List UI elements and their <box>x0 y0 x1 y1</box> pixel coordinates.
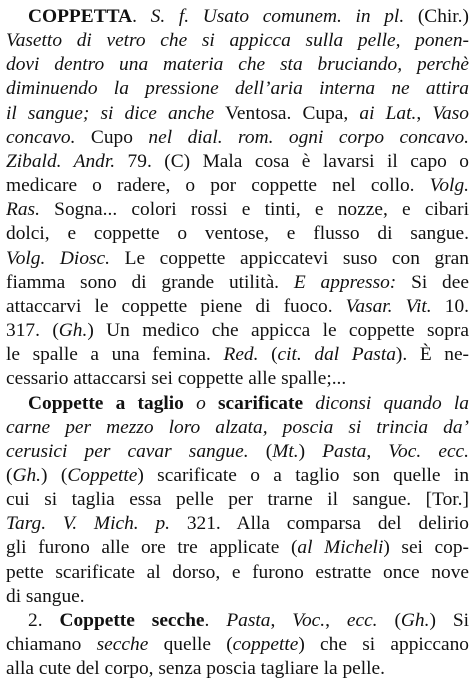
text-segment: Gh. <box>58 320 88 342</box>
text-segment: Coppette secche <box>59 609 205 631</box>
text-segment: dovi dentro una materia che sta bruciando, perchè <box>6 54 469 76</box>
text-segment: Coppette <box>67 464 138 486</box>
text-segment: al Micheli <box>297 537 384 559</box>
text-segment: dolci, e coppette o ventose, e flusso di sangue. <box>6 223 469 245</box>
text-segment: ) Si <box>429 609 469 631</box>
text-segment: chiamano <box>6 634 97 656</box>
text-segment: Cupo <box>75 126 149 148</box>
text-line <box>6 343 469 367</box>
text-segment: Targ. V. Mich. p. <box>6 513 170 535</box>
text-segment: o <box>183 392 218 414</box>
text-segment: ) Un medico che appicca le coppette sopra <box>87 320 469 342</box>
text-line <box>6 633 469 657</box>
text-segment: ). È ne- <box>395 344 469 366</box>
text-segment: E appresso: <box>293 271 397 293</box>
text-segment: Red. <box>223 344 259 366</box>
text-line <box>6 536 469 560</box>
text-segment: fiamma sono di grande utilità. <box>6 271 294 293</box>
text-segment: Vaso <box>432 102 469 124</box>
text-segment: Le coppette appiccatevi suso con gran <box>110 247 469 269</box>
text-segment: Si dee <box>396 271 469 293</box>
text-line <box>6 657 469 681</box>
text-segment: COPPETTA <box>28 6 133 27</box>
text-segment: ecc. <box>346 609 378 631</box>
text-segment: ( <box>377 609 401 631</box>
text-segment: Vasar. Vit. <box>345 295 432 317</box>
text-segment: ai Lat. <box>359 102 417 124</box>
text-segment: scarificate <box>218 392 304 414</box>
text-segment: , <box>270 609 293 631</box>
text-segment: Pasta <box>226 609 271 631</box>
text-line <box>6 150 469 174</box>
text-line <box>6 464 469 488</box>
text-segment: pette scarificate al dorso, e furono estratte once nove <box>6 561 469 583</box>
text-line <box>6 295 469 319</box>
text-segment: le spalle a una femina. <box>6 344 224 366</box>
text-segment: 79. (C) Mala cosa è lavarsi il capo o <box>115 150 469 172</box>
text-segment: Gh. <box>400 609 430 631</box>
text-segment: ) scarificate o a taglio son quelle in <box>137 464 469 486</box>
text-segment: ) che si appiccano <box>298 634 469 656</box>
text-segment: , <box>325 609 347 631</box>
text-segment: (Chir.) <box>404 6 469 27</box>
text-line <box>6 174 469 198</box>
text-segment: alla cute del corpo, senza poscia tagliare la pelle. <box>6 658 386 680</box>
text-line <box>6 29 469 53</box>
text-segment: il sangue; si dice anche <box>6 102 215 124</box>
text-line <box>6 77 469 101</box>
text-segment: 321. Alla comparsa del delirio <box>169 513 469 535</box>
text-line <box>6 5 469 29</box>
text-segment: , <box>366 440 389 462</box>
text-segment: 2. <box>28 609 60 631</box>
text-segment: ( <box>248 440 273 462</box>
entry-text-body <box>6 5 469 681</box>
text-line <box>6 488 469 512</box>
text-segment: Ras. <box>6 199 40 221</box>
text-segment: S. f. Usato comunem. in pl. <box>150 6 405 27</box>
text-segment: ) sei cop- <box>383 537 469 559</box>
text-line <box>6 102 469 126</box>
text-segment: diconsi quando la <box>303 392 469 414</box>
text-line <box>6 247 469 271</box>
text-segment: nel dial. rom. ogni corpo concavo. <box>148 126 469 148</box>
text-segment: Volg. Diosc. <box>6 247 111 269</box>
text-line <box>6 222 469 246</box>
text-line <box>6 416 469 440</box>
text-segment: attaccarvi le coppette piene di fuoco. <box>6 295 346 317</box>
text-segment: . <box>132 6 151 27</box>
text-segment: ( <box>258 344 278 366</box>
text-segment: cit. dal Pasta <box>277 344 396 366</box>
text-segment: 317. ( <box>6 320 59 342</box>
text-segment: Ventosa. Cupa, <box>214 102 360 124</box>
text-line <box>6 198 469 222</box>
text-segment: 10. <box>431 295 469 317</box>
text-segment: coppette <box>232 634 299 656</box>
text-segment: Gh. <box>12 464 42 486</box>
text-segment: Voc. ecc. <box>388 440 469 462</box>
text-segment: carne per mezzo loro alzata, poscia si trincia da’ <box>6 416 469 438</box>
text-line <box>6 271 469 295</box>
text-line <box>6 367 469 391</box>
text-segment: ( <box>6 464 13 486</box>
text-segment: cessario attaccarsi sei coppette alle spalle;... <box>6 368 347 390</box>
text-segment: Volg. <box>429 175 469 197</box>
text-segment: diminuendo la pressione dell’aria interna ne attira <box>6 78 469 100</box>
text-segment: , <box>416 102 433 124</box>
text-segment: Voc. <box>292 609 326 631</box>
text-line <box>6 319 469 343</box>
text-segment: quelle ( <box>148 634 233 656</box>
text-segment: ) ( <box>41 464 68 486</box>
text-line <box>6 585 469 609</box>
text-segment: Mt. <box>272 440 299 462</box>
text-line <box>6 53 469 77</box>
text-segment: secche <box>96 634 149 656</box>
text-line <box>6 512 469 536</box>
text-segment: Pasta <box>322 440 367 462</box>
text-segment: . <box>204 609 227 631</box>
text-segment: Vasetto di vetro che si appicca sulla pelle, ponen- <box>6 30 469 52</box>
text-line <box>6 561 469 585</box>
text-segment: cerusici per cavar sangue. <box>6 440 249 462</box>
text-segment: Coppette a taglio <box>28 392 184 414</box>
text-line <box>6 392 469 416</box>
text-line <box>6 609 469 633</box>
text-segment: Zibald. Andr. <box>6 150 116 172</box>
text-segment: Sogna... colori rossi e tinti, e nozze, e cibari <box>39 199 469 221</box>
text-segment: concavo. <box>6 126 76 148</box>
text-segment: di sangue. <box>6 585 85 607</box>
text-segment: cui si taglia essa pelle per trarne il sangue. [Tor.] <box>6 489 469 511</box>
text-line <box>6 126 469 150</box>
text-segment: gli furono alle ore tre applicate ( <box>6 537 298 559</box>
text-segment: ) <box>298 440 323 462</box>
text-segment: medicare o radere, o por coppette nel collo. <box>6 175 430 197</box>
text-line <box>6 440 469 464</box>
